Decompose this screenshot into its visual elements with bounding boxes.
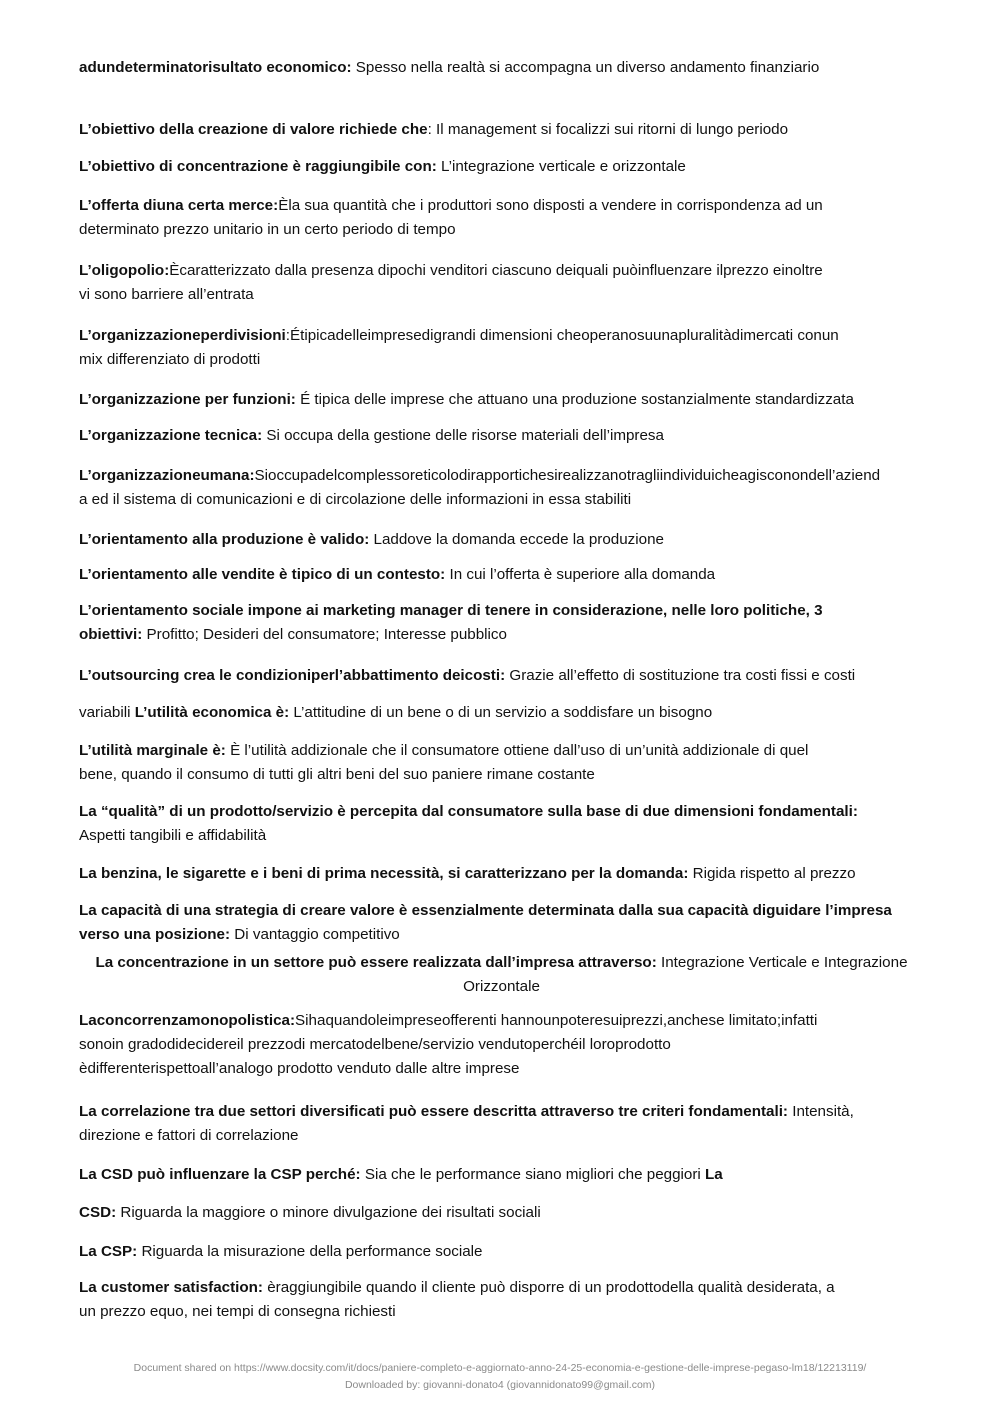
entry-term: La capacità di una strategia di creare valore è essenzialmente determinata dalla sua capacità diguidare l’impresa: [79, 902, 892, 919]
entry-14: [79, 701, 924, 725]
entry-definition: In cui l’offerta è superiore alla domanda: [445, 566, 716, 583]
entry-term: Laconcorrenzamonopolistica:: [79, 1012, 296, 1029]
entry-term: La benzina, le sigarette e i beni di prima necessità, si caratterizzano per la domanda:: [79, 865, 689, 882]
entry-definition: Sihaquandoleimpreseofferenti hannounpoteresuiprezzi,anchese limitato;infatti: [295, 1012, 818, 1029]
entry-20: [79, 1009, 924, 1081]
entry-12: [79, 599, 924, 647]
entry-term-cont: verso una posizione:: [79, 926, 231, 943]
entry-term-cont: obiettivi:: [79, 626, 143, 643]
entry-definition: Èla sua quantità che i produttori sono disposti a vendere in corrispondenza ad un: [278, 197, 823, 214]
entry-term: La customer satisfaction:: [79, 1279, 263, 1296]
entry-term: La “qualità” di un prodotto/servizio è percepita dal consumatore sulla base di due dimensioni fondamentali:: [79, 803, 858, 820]
entry-definition-cont-2: èdifferenterispettoall’analogo prodotto venduto dalle altre imprese: [79, 1060, 520, 1077]
entry-definition: É tipica delle imprese che attuano una produzione sostanzialmente standardizzata: [295, 391, 854, 408]
entry-definition: : Il management si focalizzi sui ritorni di lungo periodo: [427, 121, 789, 138]
entry-term: L’outsourcing crea le condizioniperl’abbattimento deicosti:: [79, 667, 506, 684]
entry-9: [79, 464, 924, 512]
entry-11: [79, 563, 924, 587]
entry-term: La concentrazione in un settore può essere realizzata dall’impresa attraverso:: [95, 954, 657, 971]
entry-definition: :Étipicadelleimpresedigrandi dimensioni cheoperanosuunapluralitàdimercati conun: [285, 327, 839, 344]
entry-definition-cont: Profitto; Desideri del consumatore; Interesse pubblico: [142, 626, 507, 643]
entry-definition-cont: a ed il sistema di comunicazioni e di circolazione delle informazioni in essa stabiliti: [79, 491, 632, 508]
entry-term: L’orientamento alla produzione è valido:: [79, 531, 370, 548]
entry-6: [79, 324, 924, 372]
entry-8: [79, 424, 924, 448]
entry-definition: Intensità,: [788, 1103, 854, 1120]
entry-term: La correlazione tra due settori diversificati può essere descritta attraverso tre criteri fondamentali:: [79, 1103, 788, 1120]
entry-definition: Ècaratterizzato dalla presenza dipochi venditori ciascuno deiquali puòinfluenzare ilprezzo einoltre: [169, 262, 823, 279]
entry-definition-cont: determinato prezzo unitario in un certo periodo di tempo: [79, 221, 456, 238]
entry-definition: Rigida rispetto al prezzo: [688, 865, 856, 882]
entry-definition: Riguarda la maggiore o minore divulgazione dei risultati sociali: [116, 1204, 541, 1221]
entry-1: [79, 56, 924, 80]
entry-definition-cont: direzione e fattori di correlazione: [79, 1127, 299, 1144]
entry-definition-cont: un prezzo equo, nei tempi di consegna richiesti: [79, 1303, 396, 1320]
entry-definition-cont: vi sono barriere all’entrata: [79, 286, 254, 303]
entry-24: [79, 1240, 924, 1264]
entry-definition-cont: bene, quando il consumo di tutti gli altri beni del suo paniere rimane costante: [79, 766, 595, 783]
entry-19: [79, 951, 924, 999]
entry-definition: variabili: [79, 704, 135, 721]
entry-term: L’obiettivo di concentrazione è raggiungibile con:: [79, 158, 437, 175]
entry-term: La CSP:: [79, 1243, 138, 1260]
entry-term: L’oligopolio:: [79, 262, 170, 279]
footer-shared-link[interactable]: Document shared on https://www.docsity.com/it/docs/paniere-completo-e-aggiornato-anno-24-25-economia-e-gestione-delle-imprese-pegaso-lm18/12213119/: [133, 1362, 867, 1374]
entry-term: L’organizzazioneumana:: [79, 467, 255, 484]
entry-25: [79, 1276, 924, 1324]
entry-18: [79, 899, 924, 947]
entry-term: L’orientamento sociale impone ai marketing manager di tenere in considerazione, nelle loro politiche, 3: [79, 602, 823, 619]
entry-term: adundeterminatorisultato economico:: [79, 59, 352, 76]
entry-term-inline: La: [705, 1166, 723, 1183]
entry-definition: èraggiungibile quando il cliente può disporre di un prodottodella qualità desiderata, a: [263, 1279, 835, 1296]
entry-term: L’organizzazione per funzioni:: [79, 391, 296, 408]
entry-22: [79, 1163, 924, 1187]
entry-5: [79, 259, 924, 307]
entry-definition-cont: Di vantaggio competitivo: [230, 926, 400, 943]
entry-23: [79, 1201, 924, 1225]
entry-term: L’offerta diuna certa merce:: [79, 197, 279, 214]
entry-term: CSD:: [79, 1204, 117, 1221]
entry-10: [79, 528, 924, 552]
entry-21: [79, 1100, 924, 1148]
entry-definition: Spesso nella realtà si accompagna un diverso andamento finanziario: [351, 59, 820, 76]
entry-13: [79, 664, 924, 688]
footer-downloaded-by: Downloaded by: giovanni-donato4 (giovannidonato99@gmail.com): [344, 1379, 656, 1391]
entry-7: [79, 388, 924, 412]
entry-definition: Sioccupadelcomplessoreticolodirapportichesirealizzanotragliindividuicheagisconondell’aziend: [254, 467, 881, 484]
entry-definition: Grazie all’effetto di sostituzione tra costi fissi e costi: [505, 667, 856, 684]
entry-2: [79, 118, 924, 142]
entry-4: [79, 194, 924, 242]
entry-16: [79, 800, 924, 848]
entry-definition-cont: Aspetti tangibili e affidabilità: [79, 827, 267, 844]
entry-term: La CSD può influenzare la CSP perché:: [79, 1166, 361, 1183]
entry-definition: Riguarda la misurazione della performance sociale: [137, 1243, 483, 1260]
entry-definition: Sia che le performance siano migliori che peggiori: [360, 1166, 706, 1183]
entry-definition: Si occupa della gestione delle risorse materiali dell’impresa: [262, 427, 664, 444]
entry-term: L’orientamento alle vendite è tipico di un contesto:: [79, 566, 446, 583]
entry-definition-cont: mix differenziato di prodotti: [79, 351, 261, 368]
entry-definition-cont: sonoin gradodidecidereil prezzodi mercatodelbene/servizio vendutoperchéil loroprodotto: [79, 1036, 671, 1053]
entry-definition: È l’utilità addizionale che il consumatore ottiene dall’uso di un’unità addizionale di quel: [225, 742, 809, 759]
entry-term: L’organizzazione tecnica:: [79, 427, 263, 444]
entry-term: L’organizzazioneperdivisioni: [79, 327, 286, 344]
entry-17: [79, 862, 924, 886]
entry-term: L’obiettivo della creazione di valore richiede che: [79, 121, 428, 138]
entry-3: [79, 155, 924, 179]
entry-definition: L’integrazione verticale e orizzontale: [436, 158, 686, 175]
entry-definition: Integrazione Verticale e Integrazione: [656, 954, 908, 971]
entry-15: [79, 739, 924, 787]
entry-term-inline: L’utilità economica è:: [134, 704, 290, 721]
entry-term: L’utilità marginale è:: [79, 742, 226, 759]
entry-definition-inline: L’attitudine di un bene o di un servizio a soddisfare un bisogno: [289, 704, 713, 721]
entry-definition-cont: Orizzontale: [463, 978, 540, 995]
entry-definition: Laddove la domanda eccede la produzione: [369, 531, 664, 548]
